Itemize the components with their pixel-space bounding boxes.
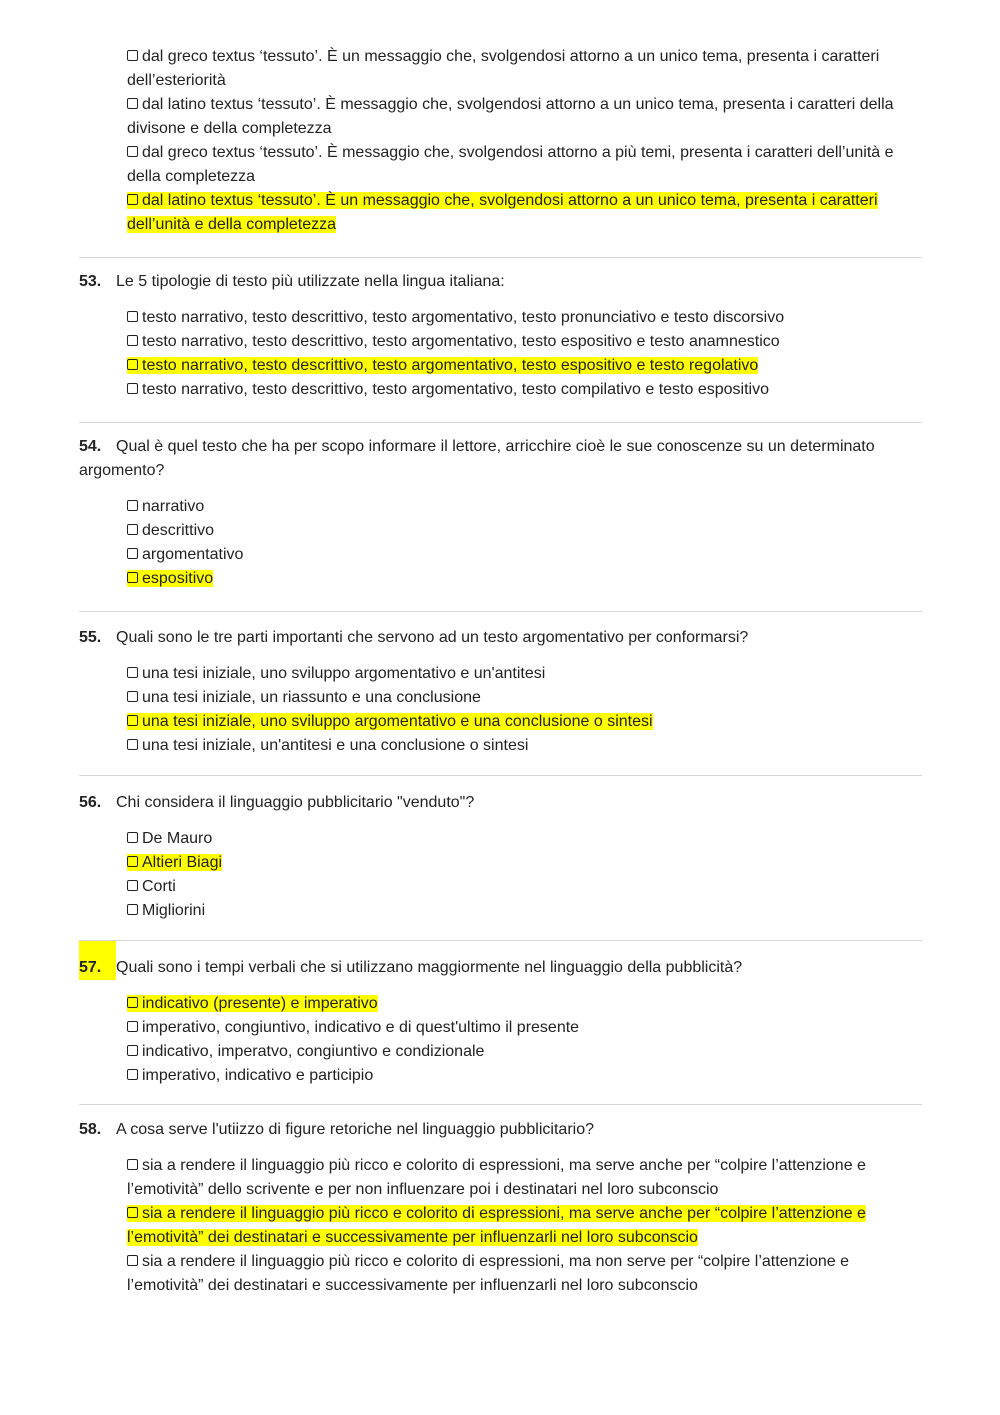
- option-text: testo narrativo, testo descrittivo, testo argomentativo, testo espositivo e testo anamnestico: [142, 333, 780, 350]
- option[interactable]: [127, 734, 922, 758]
- option-list: [127, 1154, 922, 1298]
- option[interactable]: [127, 686, 922, 710]
- option[interactable]: [127, 495, 922, 519]
- question-text: Qual è quel testo che ha per scopo informare il lettore, arricchire cioè le sue conoscenze su un determinato argomento?: [79, 438, 875, 479]
- option[interactable]: [127, 306, 922, 330]
- checkbox-icon[interactable]: [127, 335, 138, 346]
- option-text: testo narrativo, testo descrittivo, testo argomentativo, testo pronunciativo e testo discorsivo: [142, 309, 785, 326]
- question-58: [79, 1118, 922, 1298]
- separator: [79, 1104, 922, 1105]
- option-text: sia a rendere il linguaggio più ricco e colorito di espressioni, ma non serve per “colpire l’attenzione e l’emotività” dei destinatari e successivamente per influenzarli nel loro subconscio: [127, 1253, 850, 1294]
- checkbox-icon[interactable]: [127, 1069, 138, 1080]
- question-number: 54.: [79, 438, 102, 455]
- option[interactable]: [127, 45, 917, 93]
- question-text: Quali sono le tre parti importanti che servono ad un testo argomentativo per conformarsi?: [116, 629, 749, 646]
- option-text: una tesi iniziale, uno sviluppo argomentativo e una conclusione o sintesi: [142, 713, 653, 730]
- checkbox-icon[interactable]: [127, 880, 138, 891]
- option[interactable]: [127, 899, 922, 923]
- option[interactable]: [127, 519, 922, 543]
- option[interactable]: [127, 875, 922, 899]
- checkbox-icon[interactable]: [127, 50, 138, 61]
- question-text: A cosa serve l'utiizzo di figure retoriche nel linguaggio pubblicitario?: [116, 1121, 594, 1138]
- option-correct[interactable]: [127, 189, 917, 237]
- question-54: [79, 435, 922, 591]
- question-53: [79, 270, 922, 402]
- option[interactable]: [127, 827, 922, 851]
- checkbox-icon[interactable]: [127, 1255, 138, 1266]
- carryover-option-list: [127, 45, 917, 237]
- option-text: dal latino textus ‘tessuto’. È un messaggio che, svolgendosi attorno a un unico tema, presenta i caratteri dell’unità e della completezza: [127, 192, 878, 233]
- checkbox-icon[interactable]: [127, 500, 138, 511]
- option-correct[interactable]: [127, 354, 922, 378]
- option-text: una tesi iniziale, un'antitesi e una conclusione o sintesi: [142, 737, 529, 754]
- separator: [79, 257, 922, 258]
- checkbox-icon[interactable]: [127, 359, 138, 370]
- option-text: una tesi iniziale, uno sviluppo argomentativo e un'antitesi: [142, 665, 546, 682]
- option[interactable]: [127, 1154, 922, 1202]
- option-text: dal greco textus ‘tessuto’. È messaggio che, svolgendosi attorno a più temi, presenta i caratteri dell’unità e della completezza: [127, 144, 894, 185]
- checkbox-icon[interactable]: [127, 1159, 138, 1170]
- question-number: 57.: [79, 956, 116, 980]
- question-number: 56.: [79, 794, 102, 811]
- checkbox-icon[interactable]: [127, 1045, 138, 1056]
- option-correct[interactable]: [127, 710, 922, 734]
- checkbox-icon[interactable]: [127, 1021, 138, 1032]
- option[interactable]: [127, 1250, 922, 1298]
- checkbox-icon[interactable]: [127, 1207, 138, 1218]
- question-57: [79, 956, 922, 1088]
- question-number: 55.: [79, 629, 102, 646]
- option-correct[interactable]: [127, 992, 922, 1016]
- option-text: Corti: [142, 878, 176, 895]
- option-list: [127, 662, 922, 758]
- option-text: Migliorini: [142, 902, 206, 919]
- option[interactable]: [127, 141, 917, 189]
- question-text: Chi considera il linguaggio pubblicitario "venduto"?: [116, 794, 475, 811]
- option-list: [127, 495, 922, 591]
- option-correct[interactable]: [127, 1202, 922, 1250]
- checkbox-icon[interactable]: [127, 691, 138, 702]
- question-55: [79, 626, 922, 758]
- separator: [79, 422, 922, 423]
- option[interactable]: [127, 1064, 922, 1088]
- option-correct[interactable]: [127, 851, 922, 875]
- option-text: imperativo, congiuntivo, indicativo e di quest'ultimo il presente: [142, 1019, 580, 1036]
- checkbox-icon[interactable]: [127, 667, 138, 678]
- checkbox-icon[interactable]: [127, 194, 138, 205]
- separator: [79, 940, 922, 941]
- option-text: testo narrativo, testo descrittivo, testo argomentativo, testo compilativo e testo espositivo: [142, 381, 769, 398]
- option[interactable]: [127, 1016, 922, 1040]
- option-list: [127, 827, 922, 923]
- option-text: narrativo: [142, 498, 205, 515]
- checkbox-icon[interactable]: [127, 98, 138, 109]
- option[interactable]: [127, 330, 922, 354]
- checkbox-icon[interactable]: [127, 904, 138, 915]
- checkbox-icon[interactable]: [127, 715, 138, 726]
- option-text: una tesi iniziale, un riassunto e una conclusione: [142, 689, 481, 706]
- option[interactable]: [127, 1040, 922, 1064]
- option-text: dal latino textus ‘tessuto’. È messaggio che, svolgendosi attorno a un unico tema, presenta i caratteri della divisone e della completezza: [127, 96, 894, 137]
- option-text: Altieri Biagi: [142, 854, 223, 871]
- option[interactable]: [127, 543, 922, 567]
- separator: [79, 775, 922, 776]
- option-text: indicativo (presente) e imperativo: [142, 995, 378, 1012]
- checkbox-icon[interactable]: [127, 572, 138, 583]
- question-text: Le 5 tipologie di testo più utilizzate nella lingua italiana:: [116, 273, 505, 290]
- option-text: descrittivo: [142, 522, 215, 539]
- checkbox-icon[interactable]: [127, 311, 138, 322]
- option[interactable]: [127, 378, 922, 402]
- option-text: argomentativo: [142, 546, 244, 563]
- option[interactable]: [127, 662, 922, 686]
- option-text: sia a rendere il linguaggio più ricco e colorito di espressioni, ma serve anche per “colpire l’attenzione e l’emotività” dello scrivente e per non influenzare poi i destinatari nel loro subconscio: [127, 1157, 866, 1198]
- option-text: imperativo, indicativo e participio: [142, 1067, 374, 1084]
- separator: [79, 611, 922, 612]
- option-text: sia a rendere il linguaggio più ricco e colorito di espressioni, ma serve anche per “colpire l’attenzione e l’emotività” dei destinatari e successivamente per influenzarli nel loro subconscio: [127, 1205, 866, 1246]
- question-56: [79, 791, 922, 923]
- option-text: testo narrativo, testo descrittivo, testo argomentativo, testo espositivo e testo regolativo: [142, 357, 759, 374]
- option-text: espositivo: [142, 570, 214, 587]
- checkbox-icon[interactable]: [127, 739, 138, 750]
- checkbox-icon[interactable]: [127, 997, 138, 1008]
- option-list: [127, 992, 922, 1088]
- option-text: dal greco textus ‘tessuto’. È un messaggio che, svolgendosi attorno a un unico tema, presenta i caratteri dell’esteriorità: [127, 48, 880, 89]
- option-text: indicativo, imperatvo, congiuntivo e condizionale: [142, 1043, 485, 1060]
- checkbox-icon[interactable]: [127, 146, 138, 157]
- checkbox-icon[interactable]: [127, 832, 138, 843]
- checkbox-icon[interactable]: [127, 856, 138, 867]
- checkbox-icon[interactable]: [127, 548, 138, 559]
- question-text: Quali sono i tempi verbali che si utilizzano maggiormente nel linguaggio della pubblicità?: [116, 959, 743, 976]
- checkbox-icon[interactable]: [127, 524, 138, 535]
- option-text: De Mauro: [142, 830, 213, 847]
- question-number: 53.: [79, 273, 102, 290]
- question-number: 58.: [79, 1121, 102, 1138]
- checkbox-icon[interactable]: [127, 383, 138, 394]
- option-correct[interactable]: [127, 567, 922, 591]
- option[interactable]: [127, 93, 917, 141]
- option-list: [127, 306, 922, 402]
